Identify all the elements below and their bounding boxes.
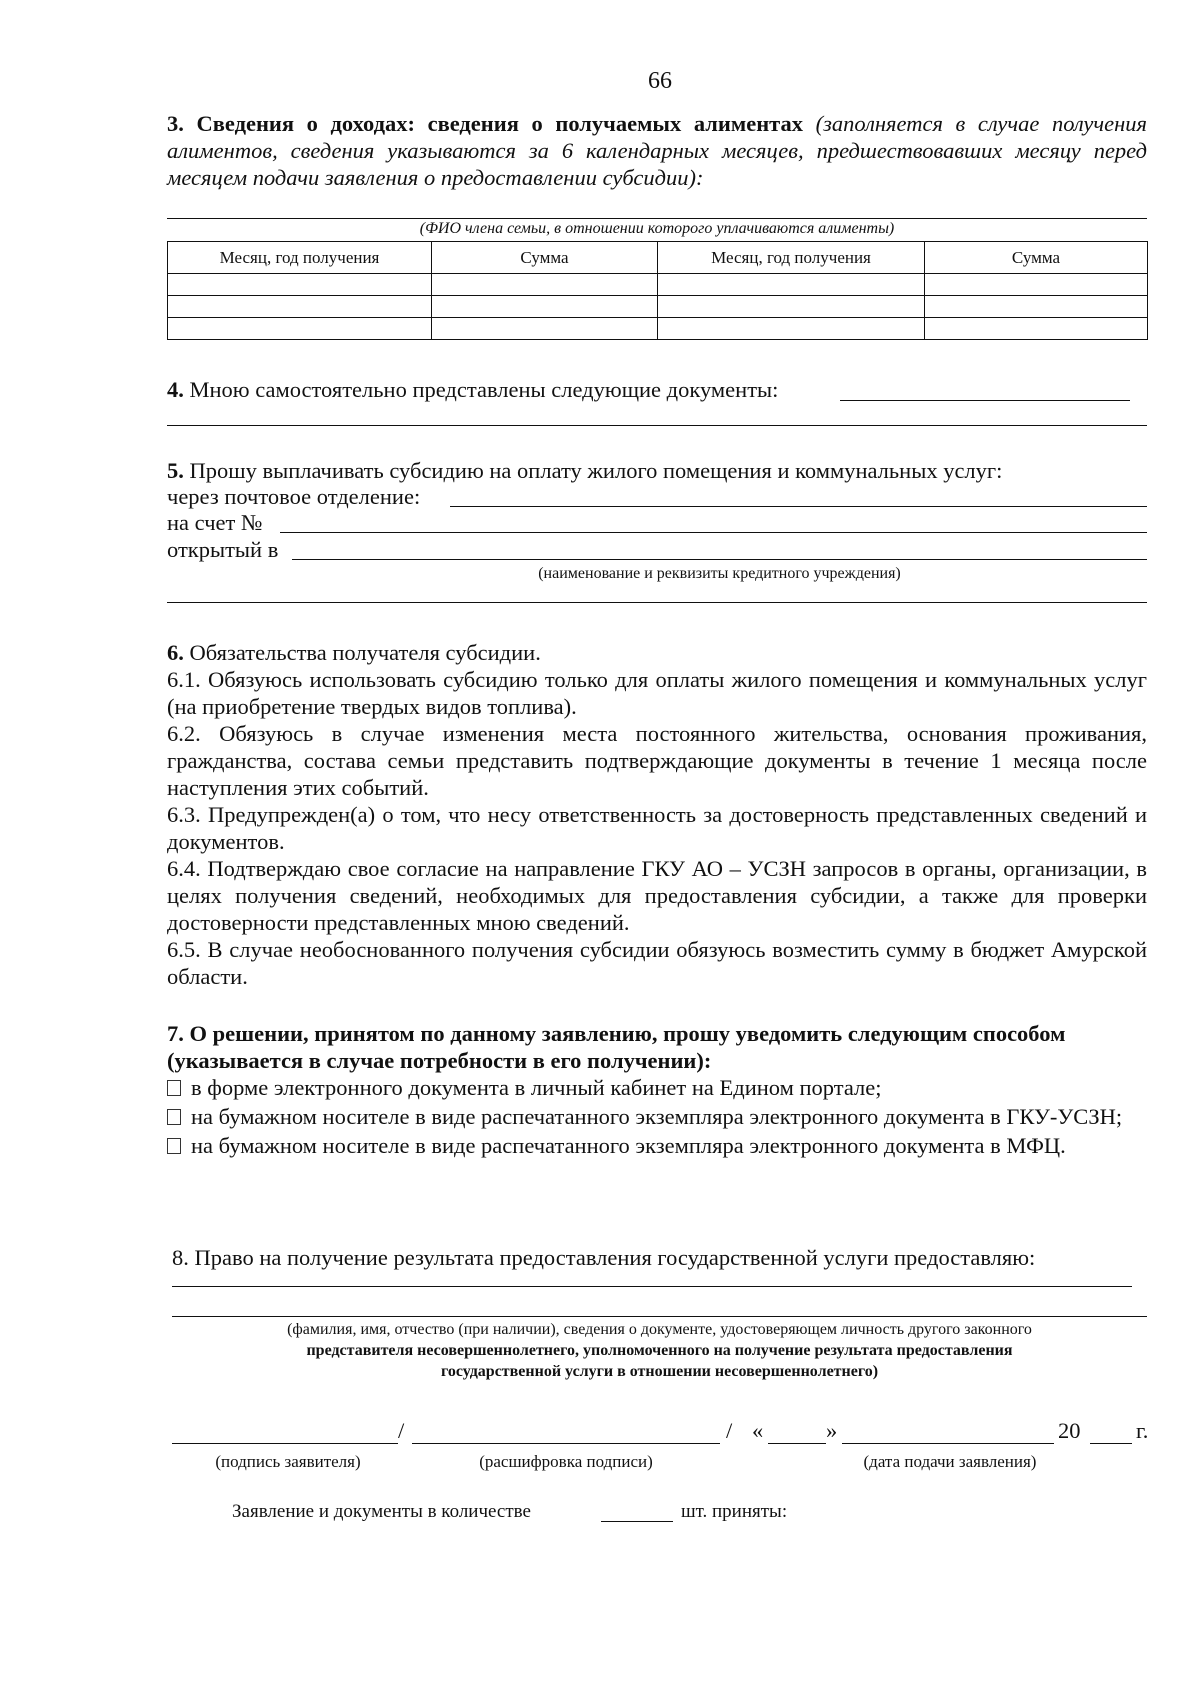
option-label: на бумажном носителе в виде распечатанного экземпляра электронного документа в МФЦ. xyxy=(191,1133,1066,1158)
obligation-item: 6.2. Обязуюсь в случае изменения места постоянного жительства, основания проживания, гражданства, состава семьи представить подтверждающие документы в течение 1 месяца после наступления этих событий. xyxy=(167,721,1147,800)
section-4-text: Мною самостоятельно представлены следующие документы: xyxy=(189,377,779,402)
alimony-table-header xyxy=(168,242,1148,274)
column-header: Сумма xyxy=(432,242,658,274)
column-header: Сумма xyxy=(925,242,1148,274)
column-header: Месяц, год получения xyxy=(658,242,925,274)
section-8 xyxy=(172,1245,1035,1271)
signature-decoding-line[interactable] xyxy=(412,1443,720,1444)
applicant-signature-caption: (подпись заявителя) xyxy=(215,1452,361,1471)
table-cell[interactable] xyxy=(925,274,1148,296)
section-4 xyxy=(167,377,778,403)
section-8-text: Право на получение результата предоставления государственной услуги предоставляю: xyxy=(194,1245,1036,1270)
table-cell[interactable] xyxy=(658,296,925,318)
slash: / xyxy=(726,1418,733,1443)
caption-line: представителя несовершеннолетнего, уполномоченного на получение результата предоставления xyxy=(306,1342,1013,1359)
representative-line[interactable] xyxy=(172,1286,1132,1287)
bank-caption: (наименование и реквизиты кредитного учреждения) xyxy=(538,565,901,582)
table-cell[interactable] xyxy=(168,296,432,318)
postal-label: через почтовое отделение: xyxy=(167,484,421,509)
table-cell[interactable] xyxy=(432,274,658,296)
alimony-table xyxy=(167,241,1148,340)
notification-option-portal[interactable] xyxy=(167,1074,1147,1101)
section-3-heading xyxy=(167,110,1147,191)
obligation-item: 6.1. Обязуюсь использовать субсидию только для оплаты жилого помещения и коммунальных услуг (на приобретение твердых видов топлива). xyxy=(167,667,1147,719)
page-number: 66 xyxy=(648,68,672,94)
section-6-heading xyxy=(167,640,541,666)
caption-line: государственной услуги в отношении несовершеннолетнего) xyxy=(440,1363,879,1380)
signature-line[interactable] xyxy=(172,1443,398,1444)
section-4-number: 4. xyxy=(167,377,184,402)
fio-caption: (ФИО члена семьи, в отношении которого уплачиваются алименты) xyxy=(419,220,895,237)
table-row xyxy=(168,318,1148,340)
option-label: в форме электронного документа в личный кабинет на Едином портале; xyxy=(191,1075,882,1100)
table-row xyxy=(168,274,1148,296)
year-line[interactable] xyxy=(1090,1443,1132,1444)
table-cell[interactable] xyxy=(925,318,1148,340)
opened-label: открытый в xyxy=(167,537,279,562)
section-7-title: 7. О решении, принятом по данному заявлению, прошу уведомить следующим способом (указывается в случае потребности в его получении): xyxy=(167,1021,1066,1073)
account-label: на счет № xyxy=(167,510,263,535)
fio-line xyxy=(167,218,1147,219)
decoding-caption: (расшифровка подписи) xyxy=(479,1452,653,1471)
table-cell[interactable] xyxy=(658,318,925,340)
acceptance-text xyxy=(232,1501,531,1523)
bank-line[interactable] xyxy=(292,559,1147,560)
option-label: на бумажном носителе в виде распечатанного экземпляра электронного документа в ГКУ-УСЗН; xyxy=(191,1104,1123,1129)
month-line[interactable] xyxy=(842,1443,1054,1444)
representative-line-2[interactable] xyxy=(172,1316,1147,1317)
notification-option-mfc[interactable] xyxy=(167,1132,1147,1159)
table-cell[interactable] xyxy=(432,318,658,340)
column-header: Месяц, год получения xyxy=(168,242,432,274)
table-cell[interactable] xyxy=(432,296,658,318)
obligation-item: 6.3. Предупрежден(а) о том, что несу ответственность за достоверность представленных сведений и документов. xyxy=(167,802,1147,854)
section-3-title: Сведения о доходах: сведения о получаемых алиментах xyxy=(196,111,803,136)
table-cell[interactable] xyxy=(168,318,432,340)
table-cell[interactable] xyxy=(658,274,925,296)
representative-caption xyxy=(172,1319,1147,1382)
document-count-line[interactable] xyxy=(601,1521,673,1522)
caption-line: (фамилия, имя, отчество (при наличии), сведения о документе, удостоверяющем личность другого законного xyxy=(287,1321,1032,1338)
date-caption: (дата подачи заявления) xyxy=(863,1452,1037,1471)
postal-office-line[interactable] xyxy=(450,506,1147,507)
slash: / xyxy=(398,1418,405,1443)
section-8-number: 8. xyxy=(172,1245,189,1270)
quote-close: » xyxy=(826,1418,838,1443)
documents-line-2[interactable] xyxy=(167,425,1147,426)
checkbox-icon[interactable] xyxy=(167,1138,181,1154)
section-3-number: 3. xyxy=(167,111,184,136)
obligations-list xyxy=(167,666,1147,990)
section-5 xyxy=(167,458,1002,484)
table-row xyxy=(168,296,1148,318)
table-cell[interactable] xyxy=(168,274,432,296)
obligation-item: 6.5. В случае необоснованного получения субсидии обязуюсь возместить сумму в бюджет Амурской области. xyxy=(167,937,1147,989)
section-6-title: Обязательства получателя субсидии. xyxy=(189,640,541,665)
documents-line[interactable] xyxy=(840,400,1130,401)
section-5-text: Прошу выплачивать субсидию на оплату жилого помещения и коммунальных услуг: xyxy=(189,458,1003,483)
day-line[interactable] xyxy=(768,1443,826,1444)
obligation-item: 6.4. Подтверждаю свое согласие на направление ГКУ АО – УСЗН запросов в органы, организации, в целях получения сведений, необходимых для предоставления субсидии, а также для проверки достоверности представленных мною сведений. xyxy=(167,856,1147,935)
year-suffix: г. xyxy=(1136,1418,1149,1443)
checkbox-icon[interactable] xyxy=(167,1109,181,1125)
checkbox-icon[interactable] xyxy=(167,1080,181,1096)
section-5-number: 5. xyxy=(167,458,184,483)
acceptance-after: шт. приняты: xyxy=(681,1501,788,1522)
notification-option-uszn[interactable] xyxy=(167,1103,1147,1130)
account-line[interactable] xyxy=(280,532,1147,533)
section-6-number: 6. xyxy=(167,640,184,665)
year-prefix: 20 xyxy=(1058,1418,1081,1443)
section-3-note: (заполняется в случае получения алиментов, сведения указываются за 6 календарных месяцев, предшествовавших месяцу перед месяцем подачи заявления о предоставлении субсидии): xyxy=(167,111,1148,190)
quote-open: « xyxy=(752,1418,764,1443)
bank-line-2[interactable] xyxy=(167,602,1147,603)
table-cell[interactable] xyxy=(925,296,1148,318)
notification-options xyxy=(167,1074,1147,1159)
acceptance-before: Заявление и документы в количестве xyxy=(232,1501,531,1522)
